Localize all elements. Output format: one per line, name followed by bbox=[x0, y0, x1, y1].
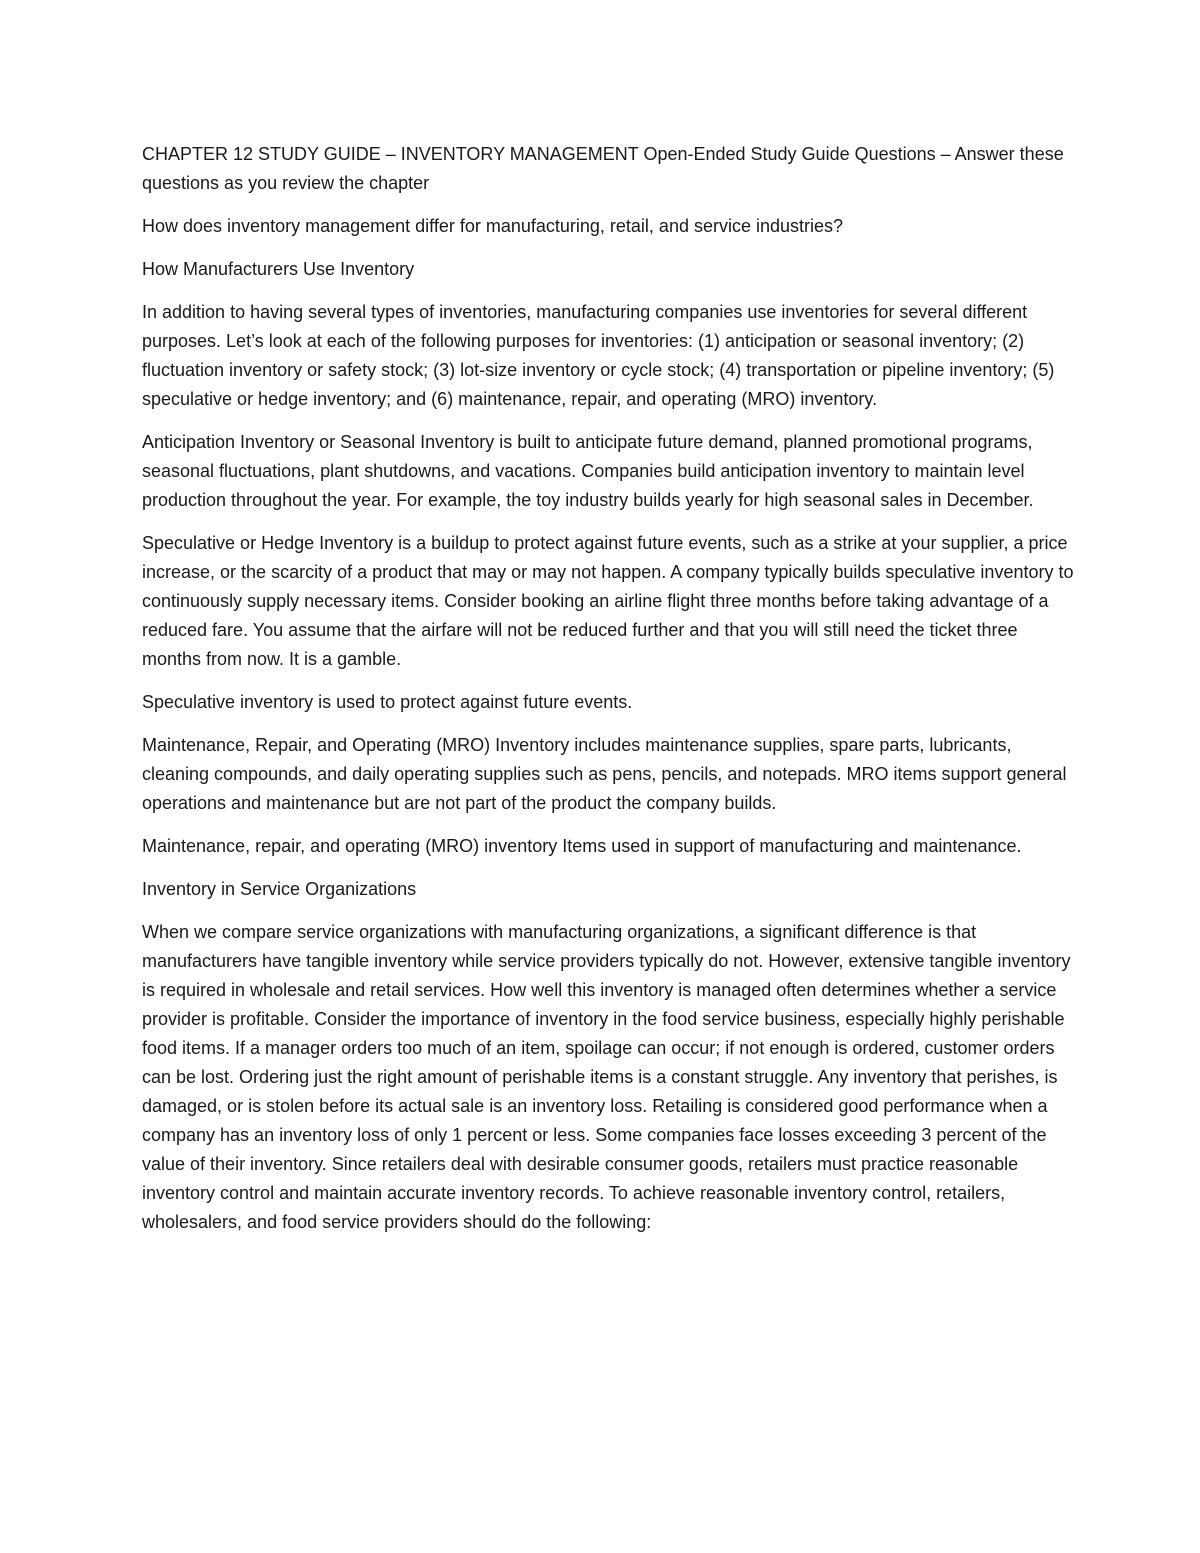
paragraph-speculative-definition: Speculative inventory is used to protect against future events. bbox=[142, 692, 633, 712]
paragraph-anticipation-inventory: Anticipation Inventory or Seasonal Inventory is built to anticipate future demand, planned promotional programs, seasonal fluctuations, plant shutdowns, and vacations. Companies build anticipation inventory to maintain level production throughout the year. For example, the toy industry builds yearly for high seasonal sales in December. bbox=[142, 432, 1034, 510]
chapter-heading: CHAPTER 12 STUDY GUIDE – INVENTORY MANAGEMENT Open-Ended Study Guide Questions – Answer these questions as you review the chapter bbox=[142, 144, 1064, 193]
study-question: How does inventory management differ for manufacturing, retail, and service industries? bbox=[142, 216, 844, 236]
paragraph-speculative-inventory: Speculative or Hedge Inventory is a buildup to protect against future events, such as a strike at your supplier, a price increase, or the scarcity of a product that may or may not happen. A company typically builds speculative inventory to continuously supply necessary items. Consider booking an airline flight three months before taking advantage of a reduced fare. You assume that the airfare will not be reduced further and that you will still need the ticket three months from now. It is a gamble. bbox=[142, 533, 1074, 669]
paragraph-service-inventory: When we compare service organizations with manufacturing organizations, a significant difference is that manufacturers have tangible inventory while service providers typically do not. However, extensive tangible inventory is required in wholesale and retail services. How well this inventory is managed often determines whether a service provider is profitable. Consider the importance of inventory in the food service business, especially highly perishable food items. If a manager orders too much of an item, spoilage can occur; if not enough is ordered, customer orders can be lost. Ordering just the right amount of perishable items is a constant struggle. Any inventory that perishes, is damaged, or is stolen before its actual sale is an inventory loss. Retailing is considered good performance when a company has an inventory loss of only 1 percent or less. Some companies face losses exceeding 3 percent of the value of their inventory. Since retailers deal with desirable consumer goods, retailers must practice reasonable inventory control and maintain accurate inventory records. To achieve reasonable inventory control, retailers, wholesalers, and food service providers should do the following: bbox=[142, 922, 1071, 1232]
paragraph-mro-inventory: Maintenance, Repair, and Operating (MRO) Inventory includes maintenance supplies, spare parts, lubricants, cleaning compounds, and daily operating supplies such as pens, pencils, and notepads. MRO items support general operations and maintenance but are not part of the product the company builds. bbox=[142, 735, 1067, 813]
paragraph-inventory-purposes: In addition to having several types of inventories, manufacturing companies use inventories for several different purposes. Let’s look at each of the following purposes for inventories: (1) anticipation or seasonal inventory; (2) fluctuation inventory or safety stock; (3) lot-size inventory or cycle stock; (4) transportation or pipeline inventory; (5) speculative or hedge inventory; and (6) maintenance, repair, and operating (MRO) inventory. bbox=[142, 302, 1055, 409]
document-body bbox=[142, 140, 1077, 1251]
section-heading-service: Inventory in Service Organizations bbox=[142, 879, 417, 899]
paragraph-mro-definition: Maintenance, repair, and operating (MRO) inventory Items used in support of manufacturing and maintenance. bbox=[142, 836, 1022, 856]
section-heading-manufacturers: How Manufacturers Use Inventory bbox=[142, 259, 415, 279]
